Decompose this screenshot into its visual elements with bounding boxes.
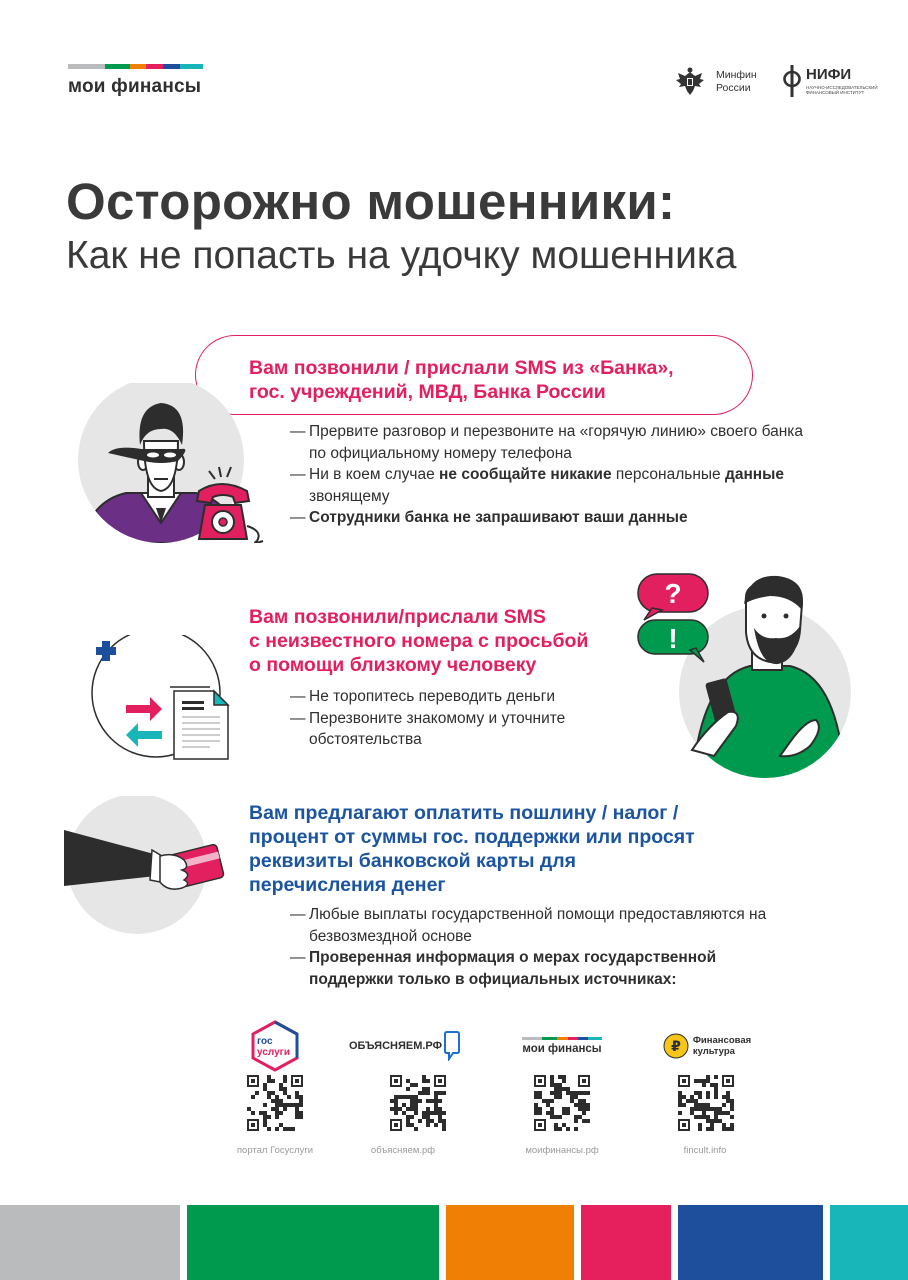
section-3-heading: Вам предлагают оплатить пошлину / налог / процент от суммы гос. поддержки или просят реквизиты банковской карты для перечисления денег: [249, 802, 695, 896]
brand-color-bar: [68, 64, 203, 69]
nifi-subtitle: НАУЧНО-ИССЛЕДОВАТЕЛЬСКИЙ ФИНАНСОВЫЙ ИНСТИТУТ: [806, 85, 878, 95]
svg-text:?: ?: [664, 578, 682, 609]
source-url-fincult[interactable]: fincult.info: [683, 1145, 727, 1156]
svg-text:гос: гос: [257, 1036, 273, 1047]
source-obyasnyaem[interactable]: [330, 1020, 480, 1072]
svg-text:услуги: услуги: [257, 1047, 290, 1058]
minfin-label: Минфин России: [716, 69, 757, 94]
chat-bubble-icon: [443, 1031, 461, 1061]
footer-stripe-green: [187, 1205, 439, 1280]
page-subtitle: Как не попасть на удочку мошенника: [66, 234, 737, 277]
list-item: — Любые выплаты государственной помощи предоставляются на безвозмездной основе: [290, 904, 790, 947]
qr-code-gosuslugi[interactable]: [247, 1075, 303, 1131]
nifi-logo: [782, 64, 886, 98]
list-item: — Проверенная информация о мерах государственной поддержки только в официальных источниках:: [290, 947, 790, 990]
section-2-bullets: [290, 686, 620, 751]
source-moifinansy[interactable]: [487, 1020, 637, 1072]
svg-text:!: !: [668, 623, 678, 654]
footer-stripe-teal: [830, 1205, 908, 1280]
list-item: — Сотрудники банка не запрашивают ваши данные: [290, 507, 810, 529]
svg-text:₽: ₽: [670, 1039, 681, 1055]
page-title: Осторожно мошенники:: [66, 173, 676, 230]
section-1-heading: Вам позвонили / прислали SMS из «Банка», гос. учреждений, МВД, Банка России: [249, 357, 674, 403]
gosuslugi-logo-icon: [249, 1020, 301, 1072]
qr-code-fincult[interactable]: [678, 1075, 734, 1131]
footer-stripe-pink: [581, 1205, 671, 1280]
section-1-bullets: [290, 421, 810, 529]
ruble-coin-icon: [663, 1033, 689, 1059]
footer-stripe-orange: [446, 1205, 574, 1280]
list-item: — Ни в коем случае не сообщайте никакие персональные данные звонящему: [290, 464, 810, 507]
plus-icon: [96, 641, 116, 661]
phi-logo-icon: [782, 64, 802, 98]
section-2-heading: Вам позвонили/прислали SMS с неизвестного номера с просьбой о помощи близкому человеку: [249, 606, 589, 676]
nifi-name: НИФИ: [806, 66, 852, 83]
source-gosuslugi[interactable]: [200, 1020, 350, 1072]
source-url-obyasnyaem[interactable]: объясняем.рф: [370, 1145, 436, 1156]
card-payment-illustration: [64, 796, 234, 936]
arrow-left-icon: [126, 723, 162, 747]
source-fincult[interactable]: [632, 1020, 782, 1072]
moifinansy-logo: мои финансы: [522, 1043, 602, 1055]
mini-brand-bar: [522, 1037, 602, 1040]
man-with-phone-illustration: [630, 570, 855, 785]
footer-stripe-gray: [0, 1205, 180, 1280]
qr-code-moifinansy[interactable]: [534, 1075, 590, 1131]
list-item: — Прервите разговор и перезвоните на «горячую линию» своего банка по официальному номеру телефона: [290, 421, 810, 464]
source-url-moifinansy[interactable]: моифинансы.рф: [525, 1145, 599, 1156]
section-3-bullets: [290, 904, 790, 990]
scammer-illustration: [66, 383, 271, 543]
list-item: — Перезвоните знакомому и уточните обстоятельства: [290, 708, 620, 751]
arrow-right-icon: [126, 697, 162, 721]
transfer-illustration: [90, 635, 240, 765]
minfin-logo: [672, 64, 757, 100]
list-item: — Не торопитесь переводить деньги: [290, 686, 620, 708]
obyasnyaem-logo: ОБЪЯСНЯЕМ.РФ: [348, 1040, 443, 1052]
footer-stripe-blue: [678, 1205, 823, 1280]
brand-logo-text: мои финансы: [68, 76, 202, 97]
eagle-emblem-icon: [672, 64, 708, 100]
qr-code-obyasnyaem[interactable]: [390, 1075, 446, 1131]
source-url-gosuslugi[interactable]: портал Госуслуги: [236, 1145, 314, 1156]
fincult-logo: Финансовая культура: [692, 1035, 752, 1057]
